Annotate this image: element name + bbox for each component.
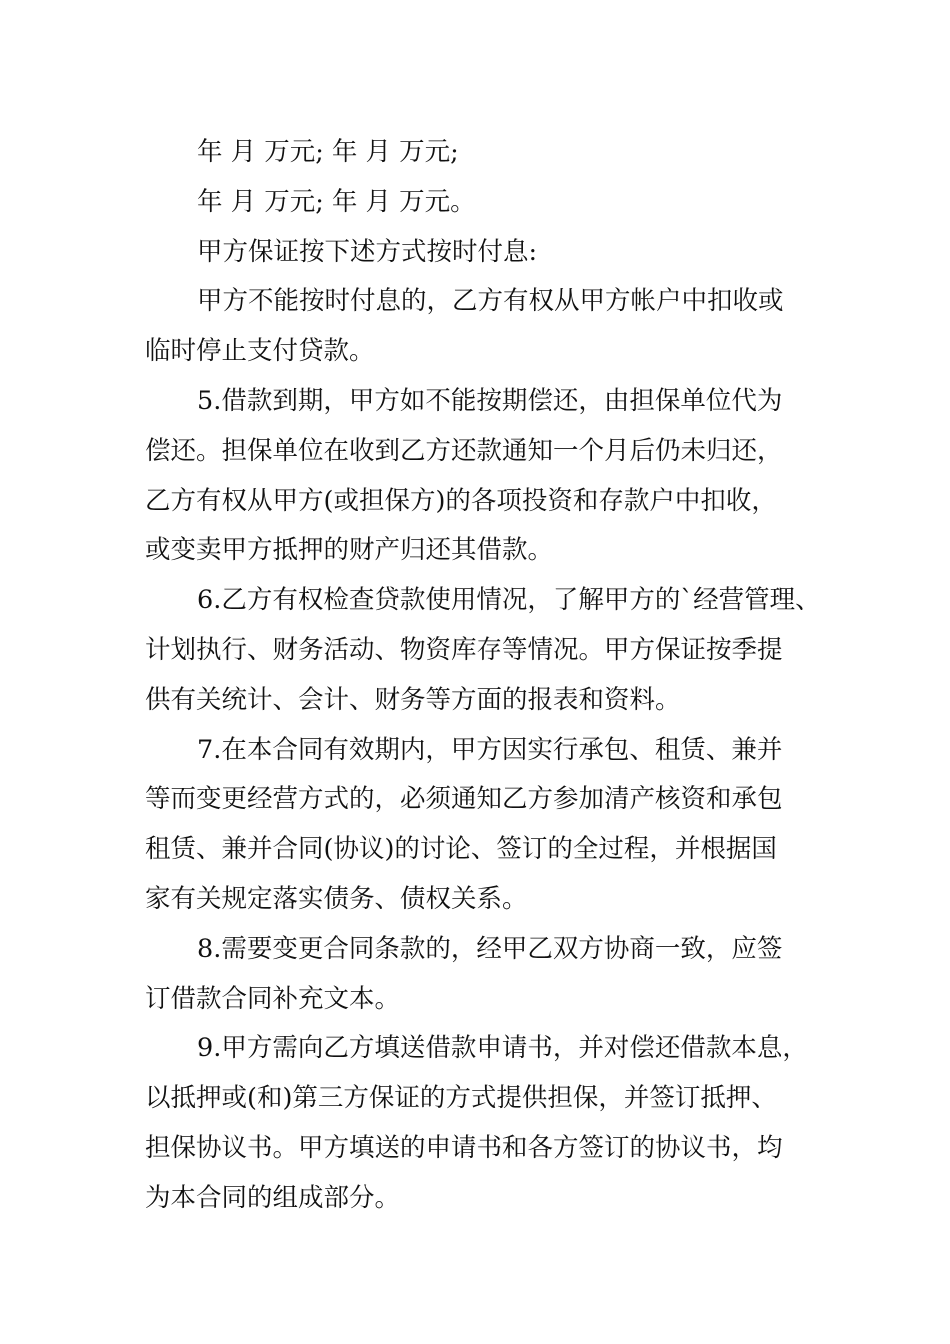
text-line: 临时停止支付贷款。 (145, 336, 375, 367)
text-line: 等而变更经营方式的，必须通知乙方参加清产核资和承包 (145, 784, 783, 815)
clause-9-start: 9.甲方需向乙方填送借款申请书，并对偿还借款本息， (197, 1033, 808, 1064)
text-line: 甲方保证按下述方式按时付息: (197, 236, 538, 267)
text-line: 或变卖甲方抵押的财产归还其借款。 (145, 535, 554, 566)
text-line: 家有关规定落实债务、债权关系。 (145, 883, 528, 914)
text-line: 乙方有权从甲方(或担保方)的各项投资和存款户中扣收， (145, 485, 777, 516)
text-line: 担保协议书。甲方填送的申请书和各方签订的协议书，均 (145, 1132, 783, 1163)
text-line: 以抵押或(和)第三方保证的方式提供担保，并签订抵押、 (145, 1083, 777, 1114)
contract-body (145, 128, 821, 1224)
text-line: 供有关统计、会计、财务等方面的报表和资料。 (145, 684, 681, 715)
text-line: 偿还。担保单位在收到乙方还款通知一个月后仍未归还， (145, 435, 783, 466)
clause-6-start: 6.乙方有权检查贷款使用情况，了解甲方的`经营管理、 (197, 585, 821, 616)
text-line: 订借款合同补充文本。 (145, 983, 401, 1014)
text-line: 租赁、兼并合同(协议)的讨论、签订的全过程，并根据国 (145, 834, 777, 865)
text-line: 年 月 万元; 年 月 万元。 (197, 186, 476, 217)
text-line: 计划执行、财务活动、物资库存等情况。甲方保证按季提 (145, 634, 783, 665)
clause-5-start: 5.借款到期，甲方如不能按期偿还，由担保单位代为 (197, 385, 783, 416)
text-line: 为本合同的组成部分。 (145, 1182, 401, 1213)
clause-7-start: 7.在本合同有效期内，甲方因实行承包、租赁、兼并 (197, 734, 783, 765)
clause-8-start: 8.需要变更合同条款的，经甲乙双方协商一致，应签 (197, 933, 783, 964)
text-line: 甲方不能按时付息的，乙方有权从甲方帐户中扣收或 (197, 286, 784, 317)
text-line: 年 月 万元; 年 月 万元; (197, 137, 459, 167)
